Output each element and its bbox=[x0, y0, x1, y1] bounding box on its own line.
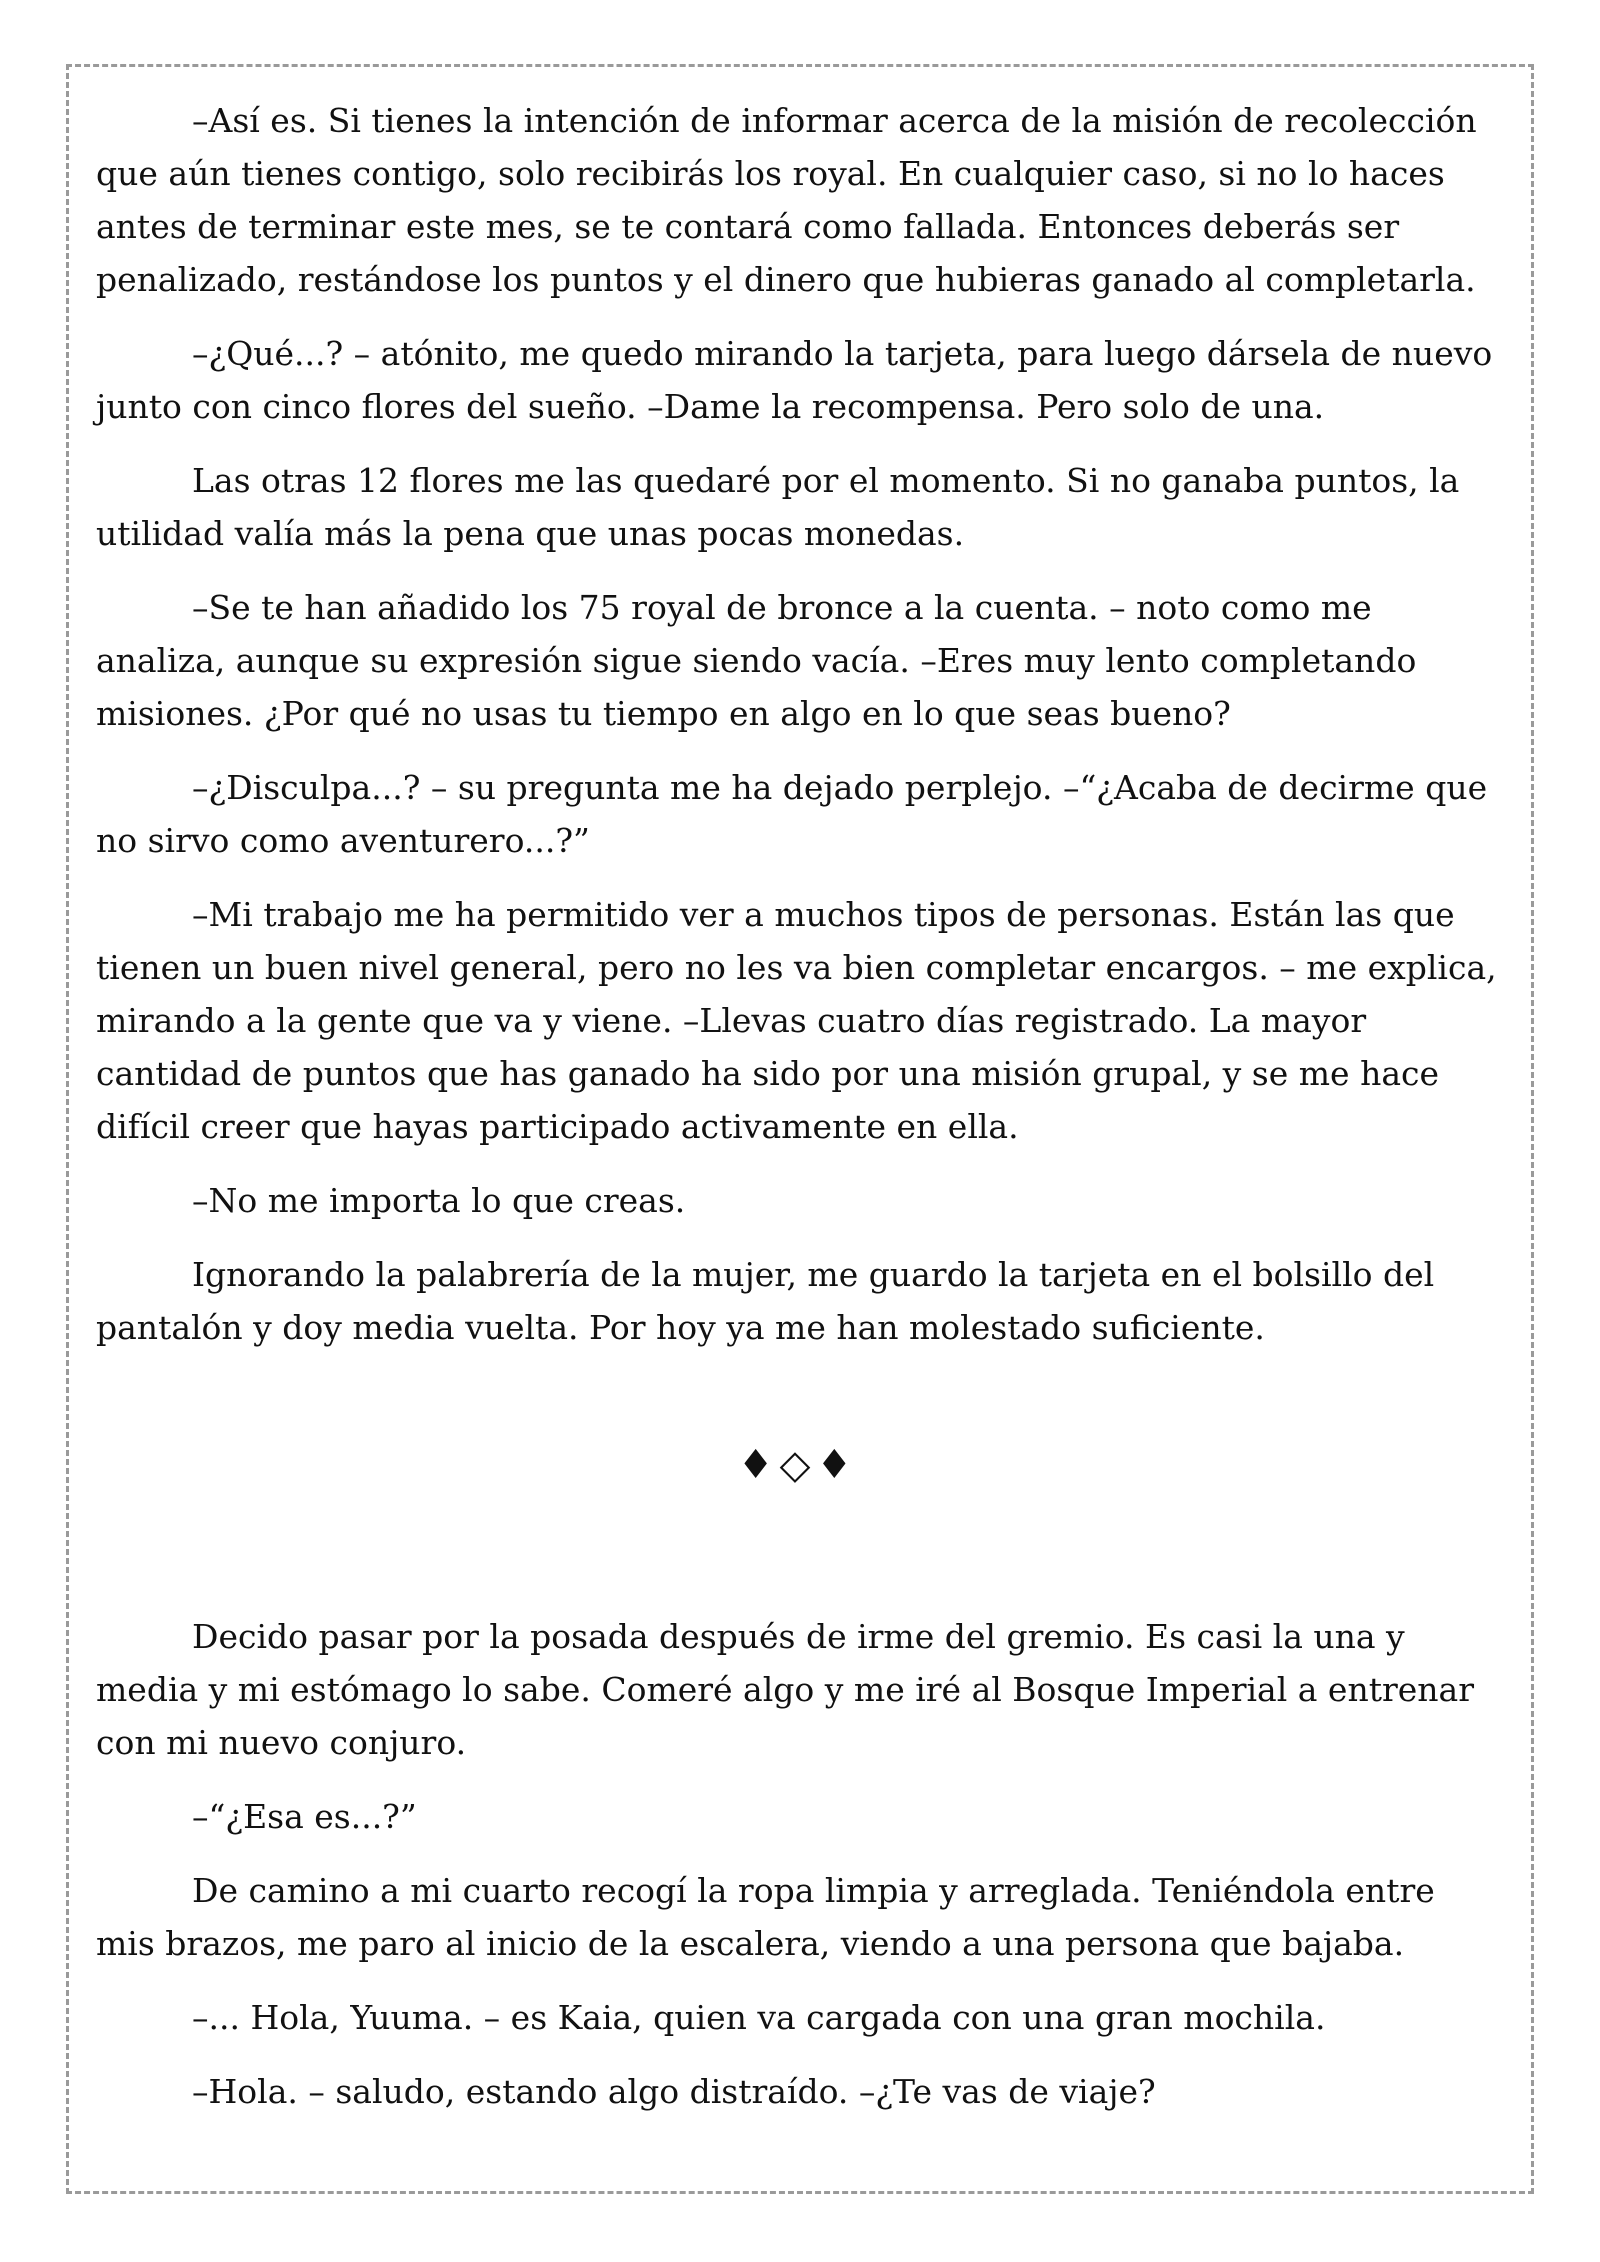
paragraph: –Hola. – saludo, estando algo distraído. –¿Te vas de viaje? bbox=[192, 2072, 1156, 2111]
scene-break-separator: ♦◇♦ bbox=[737, 1442, 859, 1488]
paragraph: –¿Qué...? – atónito, me quedo mirando la tarjeta, para luego dársela de nuevo junto con cinco flores del sueño. –Dame la recompensa. Pero solo de una. bbox=[96, 334, 1493, 426]
paragraph: –Así es. Si tienes la intención de informar acerca de la misión de recolección que aún tienes contigo, solo recibirás los royal. En cualquier caso, si no lo haces antes de terminar este mes, se te contará como fallada. Entonces deberás ser penalizado, restándose los puntos y el dinero que hubieras ganado al completarla. bbox=[96, 101, 1477, 299]
document-body bbox=[96, 94, 1500, 2139]
paragraph: Ignorando la palabrería de la mujer, me guardo la tarjeta en el bolsillo del pantalón y doy media vuelta. Por hoy ya me han molestado suficiente. bbox=[96, 1255, 1435, 1347]
paragraph: Las otras 12 flores me las quedaré por el momento. Si no ganaba puntos, la utilidad valía más la pena que unas pocas monedas. bbox=[96, 461, 1460, 553]
paragraph: Decido pasar por la posada después de irme del gremio. Es casi la una y media y mi estómago lo sabe. Comeré algo y me iré al Bosque Imperial a entrenar con mi nuevo conjuro. bbox=[96, 1617, 1474, 1762]
paragraph: –“¿Esa es...?” bbox=[192, 1797, 417, 1836]
paragraph: –Mi trabajo me ha permitido ver a muchos tipos de personas. Están las que tienen un buen nivel general, pero no les va bien completar encargos. – me explica, mirando a la gente que va y viene. –Llevas cuatro días registrado. La mayor cantidad de puntos que has ganado ha sido por una misión grupal, y se me hace difícil creer que hayas participado activamente en ella. bbox=[96, 895, 1497, 1146]
paragraph: –... Hola, Yuuma. – es Kaia, quien va cargada con una gran mochila. bbox=[192, 1998, 1326, 2037]
paragraph: –Se te han añadido los 75 royal de bronce a la cuenta. – noto como me analiza, aunque su expresión sigue siendo vacía. –Eres muy lento completando misiones. ¿Por qué no usas tu tiempo en algo en lo que seas bueno? bbox=[96, 588, 1417, 733]
paragraph: –¿Disculpa...? – su pregunta me ha dejado perplejo. –“¿Acaba de decirme que no sirvo como aventurero...?” bbox=[96, 768, 1488, 860]
paragraph: De camino a mi cuarto recogí la ropa limpia y arreglada. Teniéndola entre mis brazos, me paro al inicio de la escalera, viendo a una persona que bajaba. bbox=[96, 1871, 1435, 1963]
paragraph: –No me importa lo que creas. bbox=[192, 1181, 686, 1220]
